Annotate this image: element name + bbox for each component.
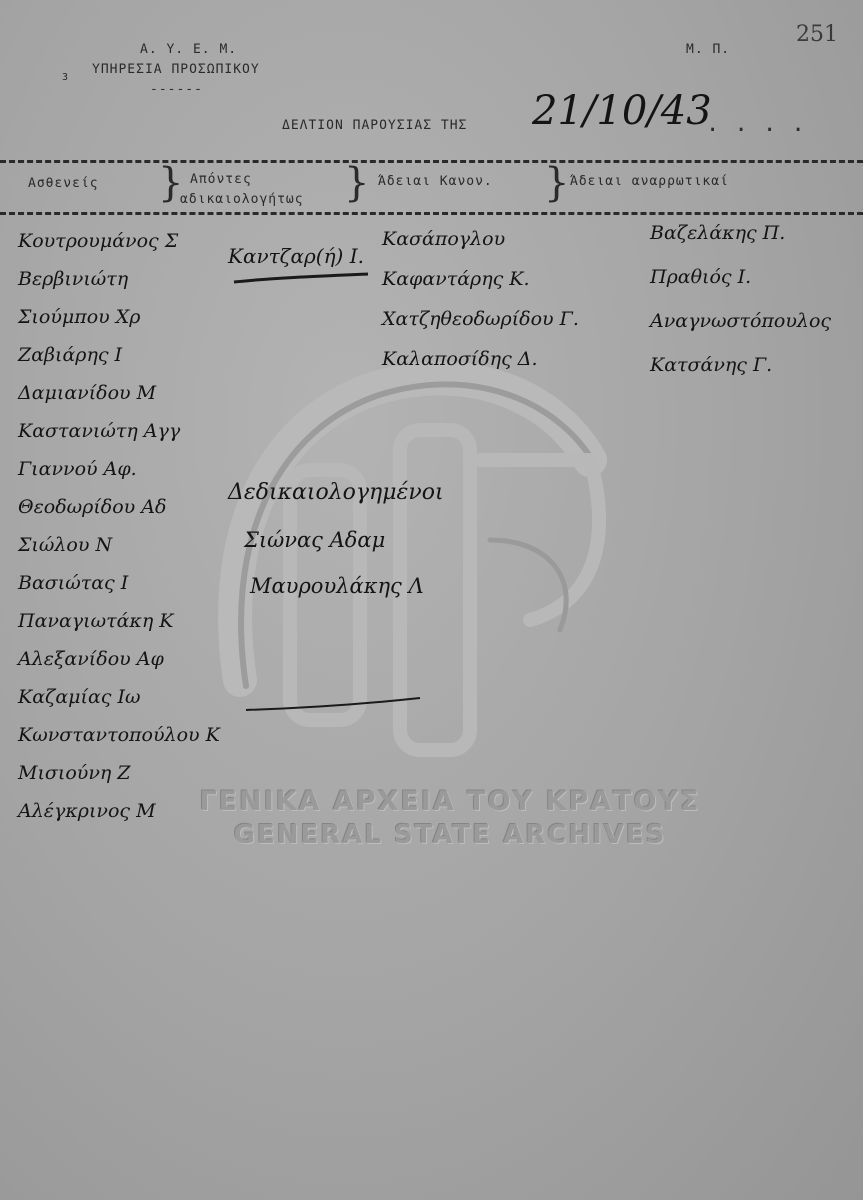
list-item: Βερβινιώτη xyxy=(18,268,129,290)
org-rule: ------ xyxy=(150,82,203,97)
sick-leave-list xyxy=(650,222,831,398)
list-item: Καφαντάρης Κ. xyxy=(382,268,530,290)
header-divider-bottom xyxy=(0,212,863,215)
org-mark: 3 xyxy=(62,72,70,83)
list-item: Μισιούνη Ζ xyxy=(18,762,131,784)
org-line-2: ΥΠΗΡΕΣΙΑ ΠΡΟΣΩΠΙΚΟΥ xyxy=(92,62,260,77)
brace-1: } xyxy=(158,160,184,206)
list-item: Κατσάνης Γ. xyxy=(650,354,773,376)
list-item: Σιώλου Ν xyxy=(18,534,113,556)
list-item: Κωνσταντοπούλου Κ xyxy=(18,724,220,746)
list-item: Κασάπογλου xyxy=(382,228,506,250)
list-item: Αλέγκρινος Μ xyxy=(18,800,156,822)
list-item: Καζαμίας Ιω xyxy=(18,686,141,708)
list-item: Πραθιός Ι. xyxy=(650,266,752,288)
list-item: Καλαποσίδης Δ. xyxy=(382,348,538,370)
watermark-line-1: ΓΕΝΙΚΑ ΑΡΧΕΙΑ ΤΟΥ ΚΡΑΤΟΥΣ xyxy=(199,786,701,817)
header-divider-top xyxy=(0,160,863,163)
brace-2: } xyxy=(344,160,370,206)
closing-line xyxy=(244,696,424,714)
list-item: Αλεξανίδου Αφ xyxy=(18,648,164,670)
col-sick-heading: Ασθενείς xyxy=(28,176,99,191)
watermark-line-2: GENERAL STATE ARCHIVES xyxy=(233,820,667,850)
report-label: ΔΕΛΤΙΟΝ ΠΑΡΟΥΣΙΑΣ ΤΗΣ xyxy=(282,118,468,133)
regular-leave-list xyxy=(382,228,579,388)
report-date: 21/10/43 xyxy=(532,88,712,134)
col-absent-heading-1: Απόντες xyxy=(190,172,252,187)
list-item: Αναγνωστόπουλος xyxy=(650,310,832,332)
list-item: Παναγιωτάκη Κ xyxy=(18,610,174,632)
list-item: Βασιώτας Ι xyxy=(18,572,129,594)
justified-entry: Σιώνας Αδαμ xyxy=(244,528,386,552)
list-item: Θεοδωρίδου Αδ xyxy=(18,496,167,518)
right-code: Μ. Π. xyxy=(686,42,731,57)
list-item: Βαζελάκης Π. xyxy=(650,222,786,244)
justified-heading: Δεδικαιολογημένοι xyxy=(228,480,444,505)
list-item: Γιαννού Αφ. xyxy=(18,458,137,480)
report-trail: . . . . xyxy=(706,112,806,137)
list-item: Κουτρουμάνος Σ xyxy=(18,230,179,252)
col-regular-leave-heading: Άδειαι Κανον. xyxy=(378,174,493,189)
list-item: Χατζηθεοδωρίδου Γ. xyxy=(382,308,579,330)
col-sick-leave-heading: Άδειαι αναρρωτικαί xyxy=(570,174,729,189)
sick-list xyxy=(18,230,220,838)
absent-entry: Καντζαρ(ή) Ι. xyxy=(228,244,364,268)
archive-number: 251 xyxy=(796,22,838,47)
col-absent-heading-2: αδικαιολογήτως xyxy=(180,192,304,207)
list-item: Σιούμπου Χρ xyxy=(18,306,141,328)
org-line-1: Α. Υ. Ε. Μ. xyxy=(140,42,238,57)
justified-entry: Μαυρουλάκης Λ xyxy=(250,574,424,598)
list-item: Ζαβιάρης Ι xyxy=(18,344,123,366)
list-item: Καστανιώτη Αγγ xyxy=(18,420,181,442)
absent-underline xyxy=(232,272,372,286)
list-item: Δαμιανίδου Μ xyxy=(18,382,157,404)
brace-3: } xyxy=(544,160,570,206)
